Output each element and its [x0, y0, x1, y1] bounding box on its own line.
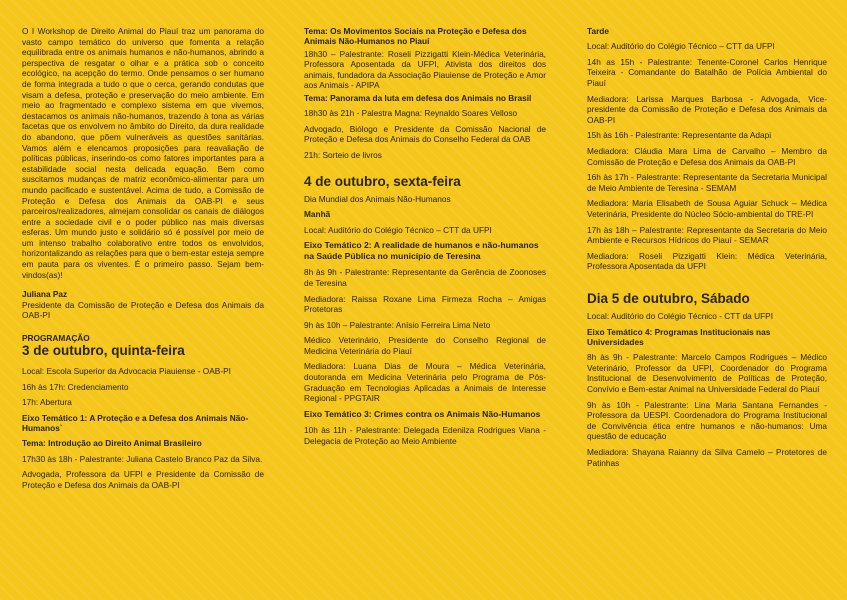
day2-palestra1: 8h às 9h - Palestrante: Representante da Gerência de Zoonoses de Teresina	[304, 267, 546, 288]
day1-sorteio: 21h: Sorteio de livros	[304, 150, 382, 161]
day1-palestra3-info: Advogado, Biólogo e Presidente da Comissão Nacional de Proteção e Defesa dos Animais do Conselho Federal da OAB	[304, 123, 546, 145]
day2-subtitle: Dia Mundial dos Animais Não-Humanos	[304, 193, 451, 204]
intro-column	[22, 26, 264, 495]
day1-credenciamento: 16h às 17h: Credenciamento	[22, 381, 129, 392]
day2-mediadora1: Mediadora: Raissa Roxane Lima Firmeza Rocha – Amigas Protetoras	[304, 293, 546, 315]
day2-mediadora4: Mediadora: Larissa Marques Barbosa - Advogada, Vice-presidente da Comissão de Proteção e Defesa dos Animais da OAB-PI	[587, 93, 827, 125]
signature-role: Presidente da Comissão de Proteção e Defesa dos Animais da OAB-PI	[22, 299, 264, 321]
day2-tarde: Tarde	[587, 26, 609, 36]
day1-tema3: Tema: Panorama da luta em defesa dos Animais no Brasil	[304, 92, 532, 103]
day2-palestra2-info: Médico Veterinário, Presidente do Conselho Regional de Medicina Veterinária do Piauí	[304, 335, 546, 356]
day2-eixo3: Eixo Temático 3: Crimes contra os Animais Não-Humanos	[304, 408, 541, 419]
day2-tarde-local: Local: Auditório do Colégio Técnico – CTT da UFPI	[587, 41, 775, 52]
day1-palestra1-info: Advogada, Professora da UFPI e Presidente da Comissão de Proteção e Defesa dos Animais da OAB-PI	[22, 469, 264, 490]
day1-palestra3: 18h30 às 21h - Palestra Magna: Reynaldo Soares Velloso	[304, 108, 518, 119]
day2-palestra4: 14h as 15h - Palestrante: Tenente-Coronel Carlos Henrique Teixeira - Comandante do Batalhão de Polícia Ambiental do Piauí	[587, 56, 827, 89]
day1-tema1: Tema: Introdução ao Direito Animal Brasileiro	[22, 438, 202, 449]
day2-mediadora6: Mediadora: Maria Elisabeth de Sousa Aguiar Schuck – Médica Veterinária, Presidente do Núcleo Sócio-ambiental do TRE-PI	[587, 198, 827, 220]
middle-column	[304, 26, 546, 452]
signature-name: Juliana Paz	[22, 289, 68, 300]
day2-palestra6: 16h às 17h - Palestrante: Representante da Secretaria Municipal de Meio Ambiente de Teresina - SEMAM	[587, 172, 827, 193]
day2-palestra2: 9h às 10h – Palestrante: Anísio Ferreira Lima Neto	[304, 319, 491, 330]
day2-mediadora7: Mediadora: Roseli Pizzigatti Klein: Médica Veterinária, Professora Aposentada da UFPI	[587, 250, 827, 272]
day3-title: Dia 5 de outubro, Sábado	[587, 290, 750, 306]
day3-mediadora: Mediadora: Shayana Raianny da Silva Camelo – Protetores de Patinhas	[587, 446, 827, 468]
day1-local: Local: Escola Superior da Advocacia Piauiense - OAB-PI	[22, 366, 231, 377]
day1-tema2: Tema: Os Movimentos Sociais na Proteção e Defesa dos Animais Não-Humanos no Piauí	[304, 26, 527, 47]
programacao-label: PROGRAMAÇÃO	[22, 332, 90, 343]
day2-mediadora5: Mediadora: Cláudia Mara Lima de Carvalho – Membro da Comissão de Proteção e Defesa dos Animais da OAB-PI	[587, 146, 827, 167]
day2-palestra7: 17h às 18h – Palestrante: Representante da Secretaria do Meio Ambiente e Recursos Hídricos do Piauí - SEMAR	[587, 224, 827, 246]
day2-title: 4 de outubro, sexta-feira	[304, 173, 461, 189]
day3-local: Local: Auditório do Colégio Técnico - CTT da UFPI	[587, 310, 774, 321]
day3-eixo4: Eixo Temático 4: Programas Institucionais nas Universidades	[587, 326, 771, 347]
day1-abertura: 17h: Abertura	[22, 397, 72, 408]
day3-palestra2: 9h às 10h - Palestrante: Lina Maria Santana Fernandes - Professora da UESPI. Coordenadora do Programa Institucional de Convivência ética entre humanos e não-humanos: Uma questão de educação	[587, 399, 827, 442]
day2-palestra5: 15h às 16h - Palestrante: Representante da Adapi	[587, 130, 772, 141]
day2-mediadora2: Mediadora: Luana Dias de Moura – Médica Veterinária, doutoranda em Medicina Veterinária pelo Programa de Pós-Graduação em Tecnologias Aplicadas a Animais de Interesse Regional - PPGTAIR	[304, 361, 546, 404]
day1-palestra2: 18h30 – Palestrante: Roseli Pizzigatti Klein-Médica Veterinária, Professora Aposentada da UFPI, Ativista dos direitos dos animais, fundadora da Associação Piauiense de Proteção e Amor aos Animais - APIPA	[304, 48, 546, 91]
day2-palestra3: 10h às 11h - Palestrante: Delegada Edenilza Rodrigues Viana - Delegacia de Proteção ao Meio Ambiente	[304, 425, 546, 447]
day1-eixo1: Eixo Temático 1: A Proteção e a Defesa dos Animais Não-Humanos`	[22, 412, 249, 434]
signature-block	[22, 289, 264, 320]
day1-title: 3 de outubro, quinta-feira	[22, 343, 185, 359]
day2-eixo2: Eixo Temático 2: A realidade de humanos e não-humanos na Saúde Pública no município de Teresina	[304, 240, 539, 261]
day3-palestra1: 8h às 9h - Palestrante: Marcelo Campos Rodrigues – Médico Veterinário, Professor da UFPI, Coordenador do Programa Institucional de Desenvolvimento de Políticas de Proteção, Convívio e Bem-estar Animal na Universidade Federal do Piauí	[587, 352, 827, 394]
intro-text: O I Workshop de Direito Animal do Piauí traz um panorama do vasto campo temático do universo que fomenta a relação equilibrada entre os animais humanos e não-humanos, abrindo a perspectiva de resgatar o olhar e a prática sob o conceito ecológico, na acepção do termo. Onde pensamos o ser humano de forma integrada a tudo o que o cerca, gerando condutas que visam a defesa, proteção e preservação do meio ambiente. Em meio ao fragmentado e complexo sistema em que vivemos, destacamos os animais não-humanos, trazendo à tona as várias facetas que os envolvem no âmbito do Direito, da dura realidade do abandono, que põem vulneráveis as questões sanitárias. Vamos além e elencamos proposições para reavaliação de políticas públicas, inserindo-os como fatores importantes para a estabilidade social nesta delicada equação. Bem como suscitamos mudanças de matriz econômico-alimentar para um mundo pacificado e sustentável. Acima de tudo, a Comissão de Proteção e Defesa dos Animais da OAB-PI e seus parceiros/realizadores, almejam consolidar os canais de diálogos entre a sociedade civil e o poder público nas mais diversas esferas. Um mundo justo e solidário só é possível por meio de um intenso trabalho colaborativo entre todos os envolvidos, horizontalizando as relações para que o bem-estar esteja sempre em pauta para os viventes. É o primeiro passo. Sejam bem-vindos(as)!	[22, 26, 264, 280]
right-column	[587, 26, 827, 473]
day1-palestra1: 17h30 às 18h - Palestrante: Juliana Castelo Branco Paz da Silva.	[22, 453, 263, 464]
day2-local: Local: Auditório do Colégio Técnico – CTT da UFPI	[304, 224, 492, 235]
day2-manha: Manhã	[304, 209, 331, 220]
